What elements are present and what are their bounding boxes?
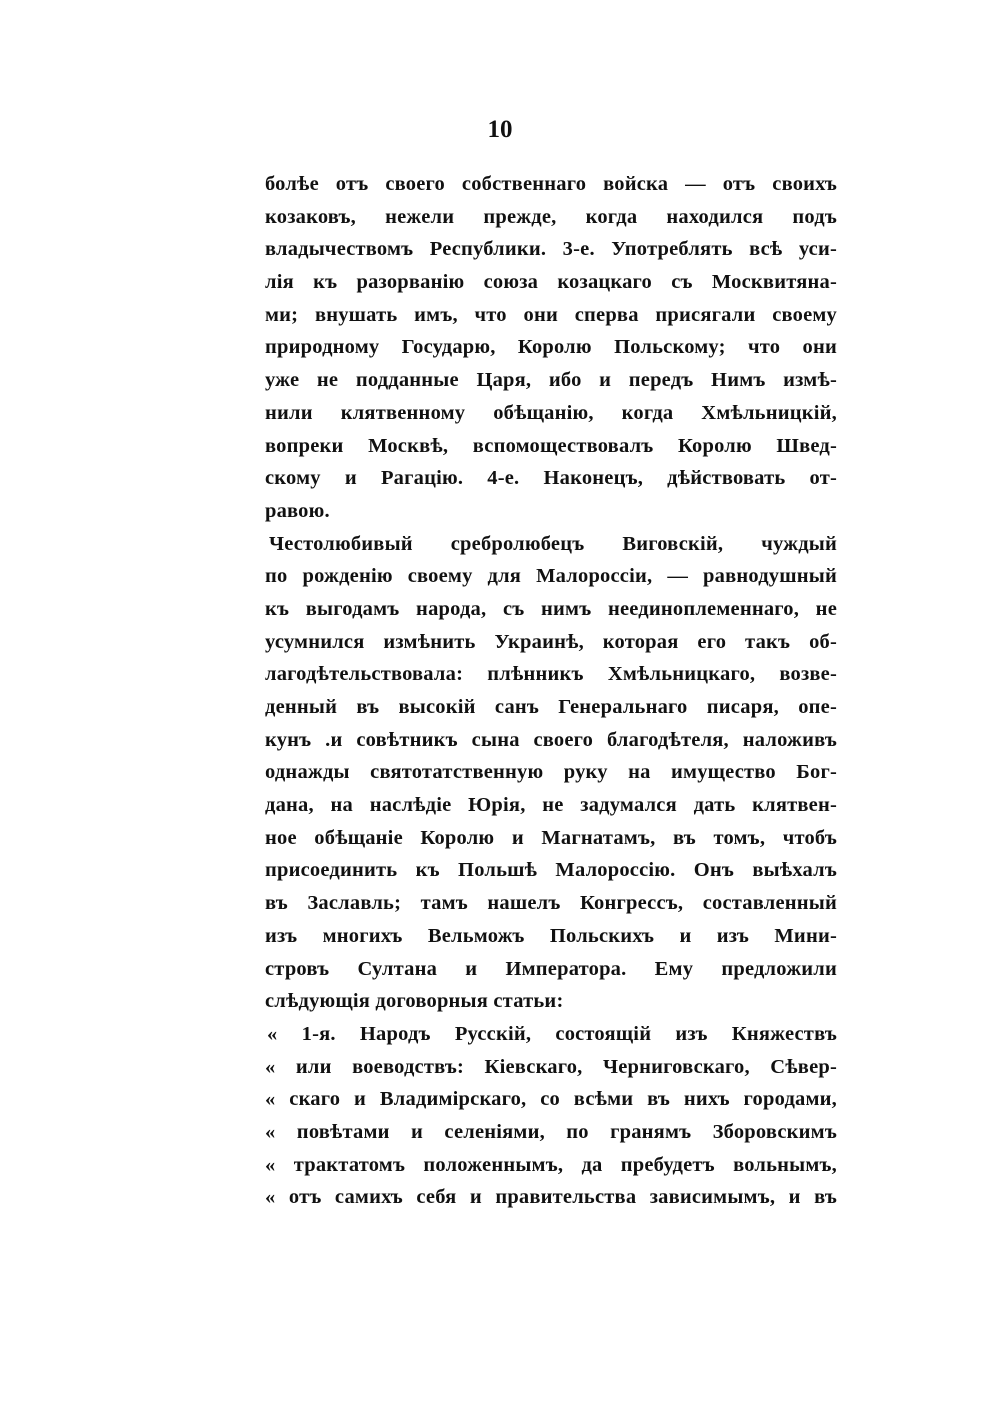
- text-line: [265, 1181, 837, 1214]
- text-line: [265, 854, 837, 887]
- text-line-content: лагодѣтельствовала: плѣнникъ Хмѣльницкаго, возве-: [265, 663, 837, 686]
- page-number: 10: [487, 116, 513, 143]
- text-line: [265, 658, 837, 691]
- text-line-content: кунъ .и совѣтникъ сына своего благодѣтеля, наложивъ: [265, 728, 837, 751]
- text-line: [265, 266, 837, 299]
- text-line-content: болѣе отъ своего собственнаго войска — отъ своихъ: [265, 173, 837, 195]
- text-line-content: усумнился измѣнить Украинѣ, которая его такъ об-: [265, 630, 837, 653]
- text-line-content: уже не подданные Царя, ибо и передъ Нимъ измѣ-: [265, 369, 837, 392]
- text-line: [265, 593, 837, 626]
- text-line-content: денный въ высокій санъ Генеральнаго писаря, опе-: [265, 696, 837, 718]
- text-line: [265, 299, 837, 332]
- text-line: [265, 495, 837, 528]
- text-line-content: « 1-я. Народъ Русскій, состоящій изъ Княжествъ: [267, 1022, 837, 1045]
- text-line: [265, 1149, 837, 1182]
- text-line-content: однажды святотатственную руку на имущество Бог-: [265, 761, 837, 784]
- text-line: [265, 168, 837, 201]
- text-line: [265, 985, 837, 1018]
- text-line-content: слѣдующія договорныя статьи:: [265, 990, 564, 1013]
- text-line: [265, 822, 837, 855]
- text-line-content: « повѣтами и селеніями, по гранямъ Зборовскимъ: [265, 1120, 837, 1143]
- text-line: [265, 331, 837, 364]
- text-line-content: владычествомъ Республики. 3-е. Употреблять всѣ уси-: [265, 238, 837, 261]
- text-line-content: « трактатомъ положеннымъ, да пребудетъ вольнымъ,: [265, 1153, 837, 1176]
- text-line-content: козаковъ, нежели прежде, когда находился подъ: [265, 205, 837, 228]
- text-line: [265, 462, 837, 495]
- text-line-content: въ Заславль; тамъ нашелъ Конгрессъ, составленный: [265, 892, 837, 915]
- text-line-content: по рожденію своему для Малороссіи, — равнодушный: [265, 565, 837, 588]
- text-line: [265, 789, 837, 822]
- text-line: [265, 397, 837, 430]
- text-line: [265, 724, 837, 757]
- text-line: [265, 233, 837, 266]
- text-line-content: присоединить къ Польшѣ Малороссію. Онъ выѣхалъ: [265, 859, 837, 882]
- text-line: [265, 756, 837, 789]
- text-line-content: Честолюбивый сребролюбецъ Виговскій, чуждый: [269, 532, 837, 555]
- text-line-content: вопреки Москвѣ, вспомоществовалъ Королю Швед-: [265, 434, 837, 457]
- text-line-content: скому и Рагацію. 4-е. Наконецъ, дѣйствовать от-: [265, 467, 837, 490]
- text-line-content: « скаго и Владимірскаго, со всѣми въ нихъ городами,: [265, 1088, 837, 1111]
- text-line: [265, 626, 837, 659]
- text-line-content: изъ многихъ Вельможъ Польскихъ и изъ Мини-: [265, 924, 837, 947]
- text-line-content: природному Государю, Королю Польскому; что они: [265, 336, 837, 359]
- text-line: [265, 691, 837, 724]
- text-line-content: дана, на наслѣдіе Юрія, не задумался дать клятвен-: [265, 794, 837, 817]
- text-line-content: равою.: [265, 499, 330, 522]
- text-line-content: « или воеводствъ: Кіевскаго, Черниговскаго, Сѣвер-: [265, 1055, 837, 1078]
- text-line-content: стровъ Султана и Императора. Ему предложили: [265, 957, 837, 980]
- text-line-content: нили клятвенному обѣщанію, когда Хмѣльницкій,: [265, 401, 837, 424]
- text-line: [265, 920, 837, 953]
- text-line-content: къ выгодамъ народа, съ нимъ неединоплеменнаго, не: [265, 597, 837, 620]
- text-line-content: лія къ разорванію союза козацкаго съ Москвитяна-: [265, 271, 837, 294]
- text-line-content: « отъ самихъ себя и правительства зависимымъ, и въ: [265, 1186, 837, 1209]
- text-line-content: ное обѣщаніе Королю и Магнатамъ, въ томъ, чтобъ: [265, 826, 837, 849]
- text-line: [265, 201, 837, 234]
- text-line: [265, 364, 837, 397]
- text-line: [265, 430, 837, 463]
- text-line: [265, 1018, 837, 1051]
- text-line-content: ми; внушать имъ, что они сперва присягали своему: [265, 303, 837, 326]
- text-line: [265, 1083, 837, 1116]
- text-line: [265, 1051, 837, 1084]
- text-line: [265, 887, 837, 920]
- text-line: [265, 528, 837, 561]
- body-text: [265, 168, 837, 1214]
- text-line: [265, 953, 837, 986]
- text-line: [265, 560, 837, 593]
- text-line: [265, 1116, 837, 1149]
